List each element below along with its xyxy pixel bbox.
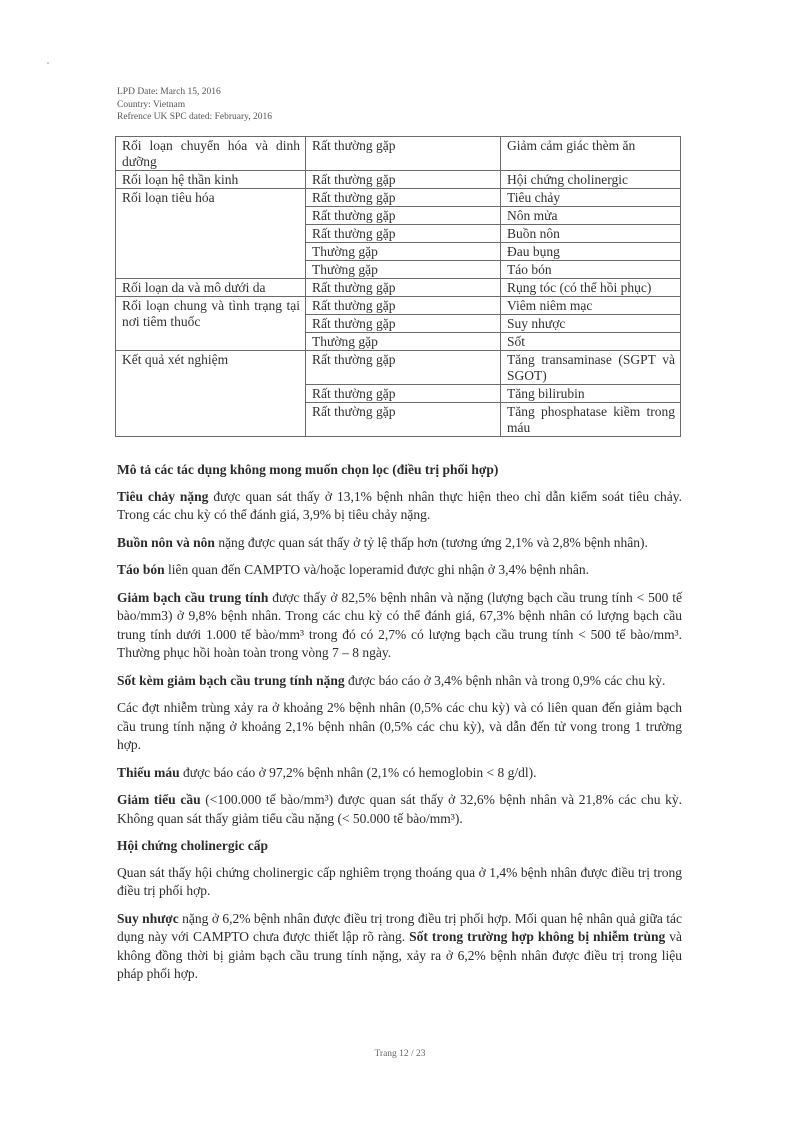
country: Country: Vietnam (117, 99, 186, 110)
organ-cell: Rối loạn da và mô dưới da (116, 279, 306, 297)
lpd-date: LPD Date: March 15, 2016 (117, 87, 221, 97)
effect-cell: Tăng phosphatase kiềm trong máu (501, 403, 681, 437)
effect-cell: Suy nhược (501, 315, 681, 333)
paragraph-nausea (117, 534, 682, 553)
paragraph-text: nặng ở 6,2% bệnh nhân được điều trị trong điều trị phối hợp. Mối quan hệ nhân quả giữa tác dụng này với CAMPTO chưa được thiết lập rõ ràng. (117, 910, 682, 944)
frequency-cell: Rất thường gặp (306, 385, 501, 403)
section-heading: Hội chứng cholinergic cấp (117, 838, 268, 853)
paragraph-constipation (117, 561, 682, 580)
paragraph-anemia (117, 764, 682, 783)
term: Suy nhược (117, 910, 179, 926)
document-header (117, 86, 272, 124)
effect-cell: Sốt (501, 333, 681, 351)
paragraph-thrombocytopenia (117, 791, 682, 828)
term: Giảm tiểu cầu (117, 792, 201, 807)
frequency-cell: Thường gặp (306, 261, 501, 279)
term: Thiếu máu (117, 764, 180, 780)
effect-cell: Nôn mửa (501, 207, 681, 225)
paragraph-text: nặng được quan sát thấy ở tỷ lệ thấp hơn (tương ứng 2,1% và 2,8% bệnh nhân). (214, 534, 648, 550)
effect-cell: Tăng bilirubin (501, 385, 681, 403)
frequency-cell: Rất thường gặp (306, 137, 501, 171)
term: Giảm bạch cầu trung tính (117, 589, 269, 605)
page-number: Trang 12 / 23 (374, 1049, 426, 1059)
organ-cell: Kết quả xét nghiệm (116, 351, 306, 437)
effect-cell: Tăng transaminase (SGPT và SGOT) (501, 351, 681, 385)
organ-cell: Rối loạn tiêu hóa (116, 189, 306, 279)
frequency-cell: Rất thường gặp (306, 171, 501, 189)
table-row (116, 351, 681, 385)
effect-cell: Táo bón (501, 261, 681, 279)
table-row (116, 171, 681, 189)
frequency-cell: Rất thường gặp (306, 315, 501, 333)
effect-cell: Tiêu chảy (501, 189, 681, 207)
effect-cell: Buồn nôn (501, 225, 681, 243)
paragraph-text: được báo cáo ở 97,2% bệnh nhân (2,1% có hemoglobin < 8 g/dl). (179, 764, 537, 780)
effect-cell: Viêm niêm mạc (501, 297, 681, 315)
paragraph-text: được quan sát thấy ở 13,1% bệnh nhân thực hiện theo chỉ dẫn kiểm soát tiêu chảy. Trong các chu kỳ có thể đánh giá, 3,9% bị tiêu chảy nặng. (117, 488, 683, 522)
frequency-cell: Rất thường gặp (306, 403, 501, 437)
paragraph-text: và không đồng thời bị giảm bạch cầu trung tính nặng, xảy ra ở 6,2% bệnh nhân được điều trị trong liệu pháp phối hợp. (117, 929, 682, 981)
frequency-cell: Rất thường gặp (306, 225, 501, 243)
paragraph-neutropenia (117, 589, 682, 663)
effect-cell: Rụng tóc (có thể hồi phục) (501, 279, 681, 297)
term: Sốt kèm giảm bạch cầu trung tính nặng (117, 672, 345, 688)
paragraph-text: liên quan đến CAMPTO và/hoặc loperamid được ghi nhận ở 3,4% bệnh nhân. (164, 562, 590, 577)
organ-cell: Rối loạn hệ thần kinh (116, 171, 306, 189)
paragraph-severe-diarrhea (117, 488, 682, 525)
paragraph-text: được thấy ở 82,5% bệnh nhân và nặng (lượng bạch cầu trung tính < 500 tế bào/mm3) ở 9,8% bệnh nhân. Trong các chu kỳ có thể đánh giá, 67,3% bệnh nhân có lượng bạch cầu trung tính dưới 1.000 tế bào/mm³ trong đó có 2,7% có lượng bạch cầu trung tính < 500 tế bào/mm³. Thường phục hồi hoàn toàn trong vòng 7 – 8 ngày. (117, 589, 682, 660)
section-heading: Mô tả các tác dụng không mong muốn chọn lọc (điều trị phối hợp) (117, 462, 499, 477)
paragraph-text: được báo cáo ở 3,4% bệnh nhân và trong 0,9% các chu kỳ. (344, 672, 666, 688)
paragraph-cholinergic: Quan sát thấy hội chứng cholinergic cấp nghiêm trọng thoáng qua ở 1,4% bệnh nhân được điều trị trong điều trị phối hợp. (117, 864, 682, 898)
table-row (116, 189, 681, 207)
frequency-cell: Rất thường gặp (306, 189, 501, 207)
frequency-cell: Rất thường gặp (306, 279, 501, 297)
frequency-cell: Rất thường gặp (306, 351, 501, 385)
paragraph-febrile-neutropenia (117, 672, 682, 691)
frequency-cell: Thường gặp (306, 243, 501, 261)
frequency-cell: Thường gặp (306, 333, 501, 351)
paragraph-infections: Các đợt nhiễm trùng xảy ra ở khoảng 2% bệnh nhân (0,5% các chu kỳ) và có liên quan đến giảm bạch cầu trung tính nặng ở khoảng 2,1% bệnh nhân (0,5% các chu kỳ), và dẫn đến tử vong trong 1 trường hợp. (117, 700, 682, 752)
adverse-effects-table (115, 136, 681, 437)
table-row (116, 279, 681, 297)
term: Sốt trong trường hợp không bị nhiễm trùng (409, 929, 666, 944)
term: Buồn nôn và nôn (117, 534, 215, 550)
paragraph-asthenia (117, 910, 682, 984)
effect-cell: Hội chứng cholinergic (501, 171, 681, 189)
paragraph-text: (<100.000 tế bào/mm³) được quan sát thấy ở 32,6% bệnh nhân và 21,8% các chu kỳ. Không quan sát thấy giảm tiểu cầu nặng (< 50.000 tế bào/mm³). (117, 792, 682, 826)
organ-cell: Rối loạn chuyển hóa và dinh dưỡng (116, 137, 306, 171)
effect-cell: Giảm cảm giác thèm ăn (501, 137, 681, 171)
reference: Refrence UK SPC dated: February, 2016 (117, 112, 273, 122)
frequency-cell: Rất thường gặp (306, 297, 501, 315)
effect-cell: Đau bụng (501, 243, 681, 261)
term: Táo bón (117, 562, 165, 577)
organ-cell: Rối loạn chung và tình trạng tại nơi tiêm thuốc (116, 297, 306, 351)
table-row (116, 137, 681, 171)
frequency-cell: Rất thường gặp (306, 207, 501, 225)
term: Tiêu chảy nặng (117, 488, 209, 504)
scan-speck (47, 62, 49, 64)
table-row (116, 297, 681, 315)
document-body (117, 461, 682, 993)
